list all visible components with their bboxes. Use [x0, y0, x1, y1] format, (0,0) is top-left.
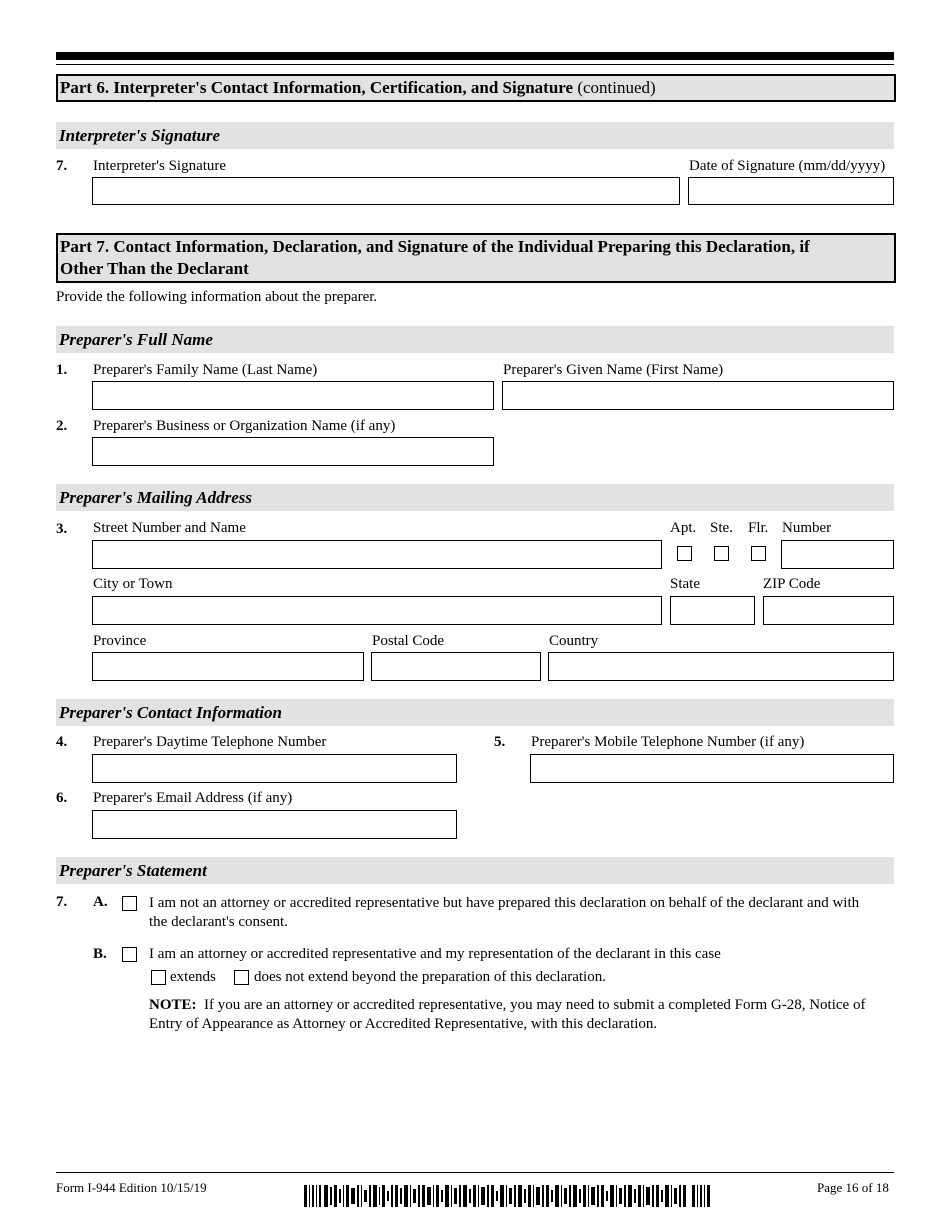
mobile-phone-label: Preparer's Mobile Telephone Number (if any) [531, 734, 805, 750]
part6-title: Part 6. Interpreter's Contact Information, Certification, and Signature [60, 78, 574, 97]
daytime-phone-label: Preparer's Daytime Telephone Number [93, 734, 327, 750]
interpreter-signature-section: Interpreter's Signature [56, 122, 894, 149]
footer-rule [56, 1172, 894, 1173]
ste-label: Ste. [710, 520, 733, 536]
city-field[interactable] [92, 596, 662, 625]
signature-date-label: Date of Signature (mm/dd/yyyy) [689, 158, 886, 174]
preparer-contact-section: Preparer's Contact Information [56, 699, 894, 726]
preparer-intro: Provide the following information about the preparer. [56, 289, 378, 305]
family-name-label: Preparer's Family Name (Last Name) [93, 362, 318, 378]
preparer-full-name-section: Preparer's Full Name [56, 326, 894, 353]
business-name-field[interactable] [92, 437, 494, 466]
zip-field[interactable] [763, 596, 894, 625]
postal-code-label: Postal Code [372, 633, 445, 649]
province-field[interactable] [92, 652, 364, 681]
apt-label: Apt. [670, 520, 697, 536]
barcode-graphic [304, 1185, 712, 1207]
option-a-line1: I am not an attorney or accredited representative but have prepared this declaration on behalf of the declarant and with [149, 895, 860, 911]
mobile-phone-field[interactable] [530, 754, 894, 783]
item-number: 3. [56, 521, 68, 537]
unit-number-field[interactable] [781, 540, 894, 569]
part7-header [56, 233, 896, 283]
street-field[interactable] [92, 540, 662, 569]
interpreter-signature-label: Interpreter's Signature [93, 158, 227, 174]
does-not-extend-checkbox[interactable] [234, 970, 249, 985]
top-thin-rule [56, 64, 894, 65]
part7-title-line2: Other Than the Declarant [60, 259, 249, 278]
state-label: State [670, 576, 700, 592]
note-label: NOTE: [149, 997, 197, 1013]
option-a-checkbox[interactable] [122, 896, 137, 911]
country-field[interactable] [548, 652, 894, 681]
option-a-line2: the declarant's consent. [149, 914, 288, 930]
extends-label: extends [170, 969, 216, 985]
item-number: 7. [56, 158, 68, 174]
form-edition: Form I-944 Edition 10/15/19 [56, 1180, 207, 1195]
given-name-label: Preparer's Given Name (First Name) [503, 362, 724, 378]
city-label: City or Town [93, 576, 173, 592]
option-b-letter: B. [93, 946, 107, 962]
business-name-label: Preparer's Business or Organization Name (if any) [93, 418, 396, 434]
extends-checkbox[interactable] [151, 970, 166, 985]
apt-checkbox[interactable] [677, 546, 692, 561]
postal-code-field[interactable] [371, 652, 541, 681]
part6-title-continued: (continued) [573, 78, 656, 97]
ste-checkbox[interactable] [714, 546, 729, 561]
flr-label: Flr. [748, 520, 769, 536]
street-label: Street Number and Name [93, 520, 246, 536]
signature-date-field[interactable] [688, 177, 894, 205]
zip-label: ZIP Code [763, 576, 821, 592]
email-field[interactable] [92, 810, 457, 839]
preparer-mailing-address-section: Preparer's Mailing Address [56, 484, 894, 511]
attorney-note [149, 996, 894, 1034]
option-b-text: I am an attorney or accredited representative and my representation of the declarant in this case [149, 946, 721, 962]
given-name-field[interactable] [502, 381, 894, 410]
country-label: Country [549, 633, 599, 649]
item-number: 4. [56, 734, 68, 750]
item-number: 2. [56, 418, 68, 434]
item-number: 6. [56, 790, 68, 806]
option-b-checkbox[interactable] [122, 947, 137, 962]
interpreter-signature-field[interactable] [92, 177, 680, 205]
state-field[interactable] [670, 596, 755, 625]
province-label: Province [93, 633, 147, 649]
top-rule [56, 52, 894, 60]
note-line2: Entry of Appearance as Attorney or Accredited Representative, with this declaration. [149, 1016, 658, 1032]
page-number: Page 16 of 18 [817, 1180, 889, 1195]
preparer-statement-section: Preparer's Statement [56, 857, 894, 884]
item-number: 5. [494, 734, 506, 750]
family-name-field[interactable] [92, 381, 494, 410]
option-a-letter: A. [93, 894, 108, 910]
part7-title-line1: Part 7. Contact Information, Declaration, and Signature of the Individual Preparing this Declaration, if [60, 237, 810, 256]
note-line1: If you are an attorney or accredited representative, you may need to submit a completed Form G-28, Notice of [204, 997, 866, 1013]
item-number: 1. [56, 362, 68, 378]
item-number: 7. [56, 894, 68, 910]
does-not-extend-label: does not extend beyond the preparation of this declaration. [254, 969, 606, 985]
option-a-text [149, 894, 894, 932]
daytime-phone-field[interactable] [92, 754, 457, 783]
part6-header [56, 74, 896, 102]
number-label: Number [782, 520, 832, 536]
flr-checkbox[interactable] [751, 546, 766, 561]
email-label: Preparer's Email Address (if any) [93, 790, 293, 806]
